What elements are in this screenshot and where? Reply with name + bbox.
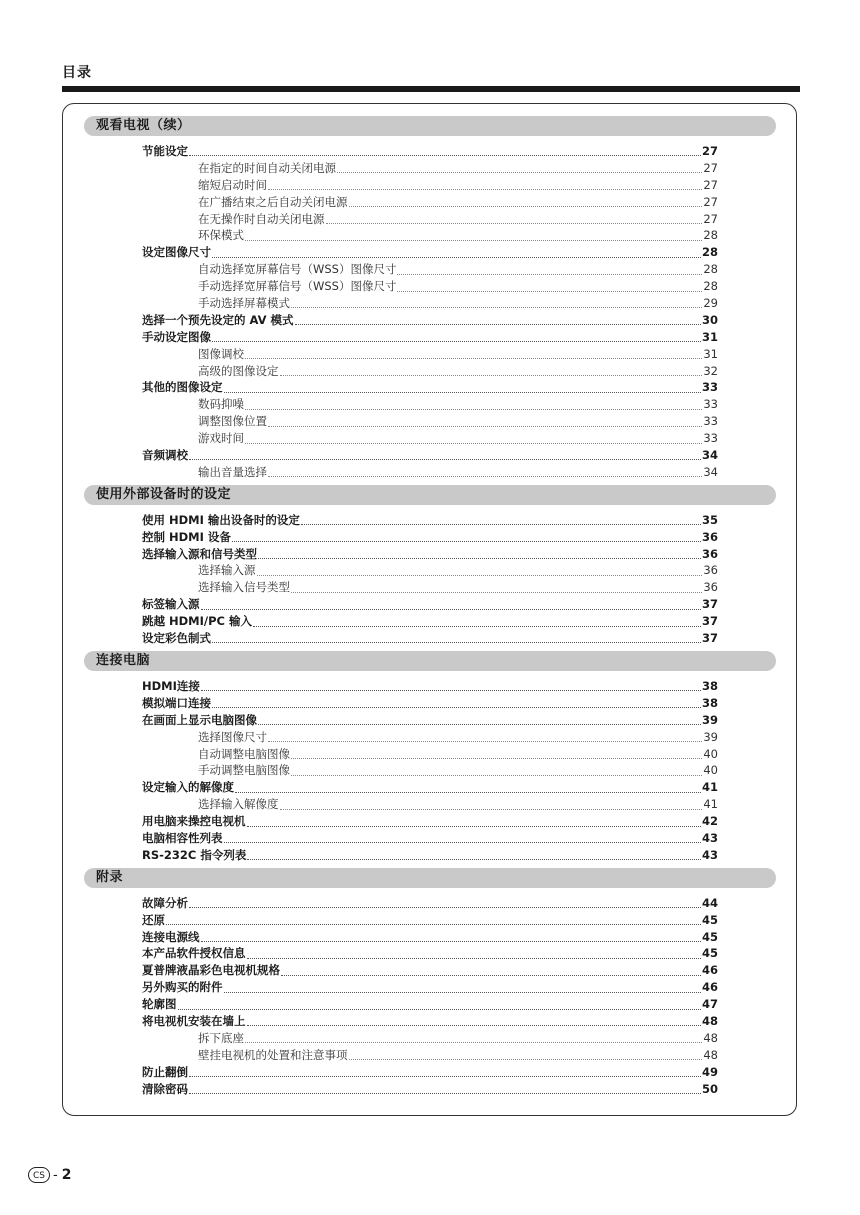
dot-leader [291, 591, 702, 593]
dot-leader [281, 974, 701, 976]
dot-leader [189, 154, 701, 156]
page-title: 目录 [62, 65, 92, 81]
toc-entry-label: 本产品软件授权信息 [142, 946, 246, 961]
toc-entry-page: 45 [701, 912, 718, 927]
dot-leader [189, 1092, 701, 1094]
toc-entry-label: 轮廓图 [142, 997, 177, 1012]
toc-entry-label: 另外购买的附件 [142, 980, 223, 995]
toc-entry-page: 30 [701, 312, 718, 327]
toc-entry[interactable] [142, 613, 718, 630]
toc-entry-page: 36 [701, 546, 718, 561]
dot-leader [268, 425, 702, 427]
toc-entry-label: 调整图像位置 [198, 414, 267, 429]
toc-entry-page: 31 [701, 329, 718, 344]
toc-entry-label: 将电视机安装在墙上 [142, 1013, 246, 1028]
toc-subentry[interactable] [142, 211, 718, 228]
toc-subentry[interactable] [142, 746, 718, 763]
toc-entry-page: 39 [701, 712, 718, 727]
dot-leader [257, 574, 703, 576]
toc-entry-label: 其他的图像设定 [142, 380, 223, 395]
toc-entry-label: 音频调校 [142, 448, 188, 463]
toc-entry-page: 42 [701, 814, 718, 829]
toc-entry-label: 游戏时间 [198, 431, 244, 446]
toc-entry[interactable] [142, 813, 718, 830]
toc-entry-page: 27 [703, 211, 718, 226]
dot-leader [291, 306, 702, 308]
toc-entry-list [142, 895, 718, 1098]
toc-entry[interactable] [142, 379, 718, 396]
toc-entry-label: 故障分析 [142, 895, 188, 910]
dot-leader [212, 340, 701, 342]
dot-leader [337, 171, 702, 173]
toc-entry[interactable] [142, 695, 718, 712]
toc-entry-page: 28 [703, 262, 718, 277]
toc-entry-page: 41 [703, 797, 718, 812]
toc-entry-label: HDMI连接 [142, 678, 200, 693]
toc-section [84, 116, 776, 481]
dot-leader [268, 475, 702, 477]
toc-entry-page: 44 [701, 895, 718, 910]
toc-entry-label: 图像调校 [198, 346, 244, 361]
page-number: 2 [61, 1167, 72, 1183]
dot-leader [189, 906, 701, 908]
toc-entry-page: 41 [701, 780, 718, 795]
toc-entry[interactable] [142, 895, 718, 912]
toc-entry-label: 手动选择屏幕模式 [198, 296, 290, 311]
dot-leader [301, 523, 701, 525]
dot-leader [397, 273, 702, 275]
toc-entry[interactable] [142, 143, 718, 160]
toc-entry[interactable] [142, 996, 718, 1013]
dot-leader [232, 540, 701, 542]
dot-leader [189, 1075, 701, 1077]
dot-leader [326, 222, 703, 224]
toc-entry-page: 27 [703, 177, 718, 192]
toc-entry[interactable] [142, 312, 718, 329]
toc-entry-label: 还原 [142, 912, 165, 927]
dot-leader [258, 723, 701, 725]
dot-leader [397, 290, 702, 292]
toc-entry-label: 标签输入源 [142, 597, 200, 612]
toc-entry[interactable] [142, 830, 718, 847]
toc-subentry[interactable] [142, 160, 718, 177]
section-header: 连接电脑 [84, 651, 776, 671]
dot-leader [245, 1041, 702, 1043]
toc-entry-page: 39 [703, 729, 718, 744]
dot-leader [245, 408, 702, 410]
dot-leader [212, 641, 701, 643]
toc-entry-page: 45 [701, 946, 718, 961]
footer-separator: - [53, 1167, 58, 1183]
toc-sections [84, 116, 776, 1101]
toc-entry-label: 电脑相容性列表 [142, 830, 223, 845]
toc-subentry[interactable] [142, 1030, 718, 1047]
dot-leader [245, 442, 702, 444]
toc-subentry[interactable] [142, 346, 718, 363]
toc-subentry[interactable] [142, 278, 718, 295]
toc-entry-label: 选择输入源和信号类型 [142, 546, 257, 561]
toc-entry-page: 28 [703, 279, 718, 294]
toc-entry-label: 在指定的时间自动关闭电源 [198, 160, 336, 175]
toc-subentry[interactable] [142, 464, 718, 481]
dot-leader [280, 374, 703, 376]
toc-entry[interactable] [142, 912, 718, 929]
toc-subentry[interactable] [142, 413, 718, 430]
dot-leader [201, 608, 701, 610]
toc-entry-page: 27 [703, 160, 718, 175]
toc-subentry[interactable] [142, 177, 718, 194]
toc-subentry[interactable] [142, 295, 718, 312]
toc-entry[interactable] [142, 962, 718, 979]
toc-entry-label: 缩短启动时间 [198, 177, 267, 192]
toc-entry-label: 手动选择宽屏幕信号（WSS）图像尺寸 [198, 279, 397, 294]
title-rule [62, 86, 800, 92]
toc-entry-label: 连接电源线 [142, 929, 200, 944]
toc-entry-page: 34 [703, 464, 718, 479]
dot-leader [349, 1058, 703, 1060]
toc-entry-label: 环保模式 [198, 228, 244, 243]
toc-entry-page: 36 [703, 580, 718, 595]
toc-entry-page: 37 [701, 597, 718, 612]
toc-entry-page: 28 [701, 245, 718, 260]
toc-entry-page: 46 [701, 963, 718, 978]
toc-section [84, 868, 776, 1098]
toc-entry-page: 40 [703, 763, 718, 778]
toc-entry-page: 40 [703, 746, 718, 761]
toc-subentry[interactable] [142, 430, 718, 447]
toc-entry[interactable] [142, 712, 718, 729]
toc-entry-page: 38 [701, 695, 718, 710]
toc-entry-page: 37 [701, 631, 718, 646]
toc-entry-page: 28 [703, 228, 718, 243]
toc-entry-page: 33 [703, 414, 718, 429]
language-badge-icon: CS [28, 1167, 50, 1183]
toc-entry-label: 清除密码 [142, 1081, 188, 1096]
toc-entry-page: 49 [701, 1064, 718, 1079]
toc-subentry[interactable] [142, 562, 718, 579]
dot-leader [178, 1008, 701, 1010]
section-header: 附录 [84, 868, 776, 888]
toc-entry-label: 选择一个预先设定的 AV 模式 [142, 312, 294, 327]
toc-entry-page: 31 [703, 346, 718, 361]
toc-entry-label: 自动调整电脑图像 [198, 746, 290, 761]
toc-entry-label: 拆下底座 [198, 1030, 244, 1045]
dot-leader [247, 957, 701, 959]
toc-entry-page: 48 [701, 1013, 718, 1028]
toc-subentry[interactable] [142, 729, 718, 746]
toc-entry-page: 47 [701, 997, 718, 1012]
dot-leader [349, 205, 703, 207]
toc-entry-page: 32 [703, 363, 718, 378]
dot-leader [291, 757, 702, 759]
toc-entry-page: 43 [701, 847, 718, 862]
toc-entry[interactable] [142, 945, 718, 962]
toc-entry-label: 选择图像尺寸 [198, 729, 267, 744]
dot-leader [212, 706, 701, 708]
dot-leader [189, 458, 701, 460]
toc-entry-label: 设定彩色制式 [142, 631, 211, 646]
dot-leader [224, 991, 701, 993]
dot-leader [235, 791, 701, 793]
toc-entry-label: 手动调整电脑图像 [198, 763, 290, 778]
dot-leader [247, 825, 701, 827]
toc-entry-label: 跳越 HDMI/PC 输入 [142, 614, 252, 629]
toc-entry[interactable] [142, 329, 718, 346]
toc-entry-label: 选择输入解像度 [198, 797, 279, 812]
dot-leader [212, 256, 701, 258]
page-footer [28, 1167, 71, 1183]
toc-entry-page: 43 [701, 830, 718, 845]
toc-entry-page: 37 [701, 614, 718, 629]
dot-leader [295, 323, 701, 325]
toc-entry-page: 36 [703, 563, 718, 578]
dot-leader [247, 1024, 701, 1026]
toc-entry-label: 节能设定 [142, 144, 188, 158]
toc-entry-label: 设定输入的解像度 [142, 780, 234, 795]
toc-entry-label: 数码抑噪 [198, 397, 244, 412]
toc-entry[interactable] [142, 1064, 718, 1081]
toc-entry-label: 选择输入信号类型 [198, 580, 290, 595]
toc-subentry[interactable] [142, 796, 718, 813]
toc-entry-label: 用电脑来操控电视机 [142, 814, 246, 829]
dot-leader [268, 740, 702, 742]
toc-entry-label: 在无操作时自动关闭电源 [198, 211, 325, 226]
toc-subentry[interactable] [142, 396, 718, 413]
toc-entry[interactable] [142, 929, 718, 946]
toc-subentry[interactable] [142, 579, 718, 596]
toc-entry[interactable] [142, 546, 718, 563]
toc-entry[interactable] [142, 512, 718, 529]
toc-entry-label: 高级的图像设定 [198, 363, 279, 378]
toc-entry-page: 34 [701, 448, 718, 463]
toc-entry-page: 45 [701, 929, 718, 944]
toc-entry-label: 手动设定图像 [142, 329, 211, 344]
toc-entry-label: 壁挂电视机的处置和注意事项 [198, 1047, 348, 1062]
dot-leader [280, 808, 703, 810]
toc-entry-page: 33 [703, 397, 718, 412]
toc-entry-label: 使用 HDMI 输出设备时的设定 [142, 512, 300, 527]
toc-section [84, 651, 776, 864]
dot-leader [258, 557, 701, 559]
toc-entry-page: 38 [701, 678, 718, 693]
section-header: 观看电视（续） [84, 116, 776, 136]
dot-leader [245, 357, 702, 359]
toc-entry[interactable] [142, 1081, 718, 1098]
toc-entry-page: 27 [703, 194, 718, 209]
toc-entry[interactable] [142, 847, 718, 864]
toc-section [84, 485, 776, 647]
toc-entry-label: 自动选择宽屏幕信号（WSS）图像尺寸 [198, 262, 397, 277]
toc-entry[interactable] [142, 244, 718, 261]
toc-entry[interactable] [142, 779, 718, 796]
dot-leader [224, 391, 701, 393]
toc-entry[interactable] [142, 678, 718, 695]
toc-entry-label: 夏普牌液晶彩色电视机规格 [142, 963, 280, 978]
toc-entry[interactable] [142, 979, 718, 996]
section-header: 使用外部设备时的设定 [84, 485, 776, 505]
toc-entry-page: 35 [701, 512, 718, 527]
dot-leader [201, 940, 701, 942]
toc-subentry[interactable] [142, 261, 718, 278]
dot-leader [224, 841, 701, 843]
toc-entry-page: 48 [703, 1047, 718, 1062]
toc-entry-label: RS-232C 指令列表 [142, 847, 247, 862]
dot-leader [253, 625, 701, 627]
dot-leader [268, 188, 702, 190]
toc-entry-list [142, 678, 718, 864]
dot-leader [245, 239, 702, 241]
toc-entry-label: 模拟端口连接 [142, 695, 211, 710]
toc-entry[interactable] [142, 529, 718, 546]
dot-leader [291, 774, 702, 776]
toc-entry-label: 防止翻倒 [142, 1064, 188, 1079]
toc-entry-page: 50 [701, 1081, 718, 1096]
toc-entry-label: 输出音量选择 [198, 464, 267, 479]
dot-leader [247, 858, 701, 860]
toc-entry[interactable] [142, 596, 718, 613]
toc-subentry[interactable] [142, 194, 718, 211]
toc-entry-list [142, 512, 718, 647]
dot-leader [201, 689, 701, 691]
toc-entry-label: 在广播结束之后自动关闭电源 [198, 194, 348, 209]
toc-entry-page: 33 [703, 431, 718, 446]
toc-entry-page: 48 [703, 1030, 718, 1045]
toc-entry-page: 29 [703, 296, 718, 311]
toc-subentry[interactable] [142, 762, 718, 779]
toc-entry-label: 在画面上显示电脑图像 [142, 712, 257, 727]
toc-entry[interactable] [142, 1013, 718, 1030]
toc-entry-page: 36 [701, 529, 718, 544]
toc-entry-page: 46 [701, 980, 718, 995]
toc-entry-page: 33 [701, 380, 718, 395]
dot-leader [166, 923, 701, 925]
toc-subentry[interactable] [142, 227, 718, 244]
toc-entry-label: 控制 HDMI 设备 [142, 529, 231, 544]
toc-entry-label: 选择输入源 [198, 563, 256, 578]
toc-entry[interactable] [142, 447, 718, 464]
toc-subentry[interactable] [142, 1047, 718, 1064]
toc-entry-page: 27 [701, 144, 718, 158]
toc-entry-list [142, 143, 718, 481]
toc-entry-label: 设定图像尺寸 [142, 245, 211, 260]
toc-entry[interactable] [142, 630, 718, 647]
toc-subentry[interactable] [142, 363, 718, 380]
